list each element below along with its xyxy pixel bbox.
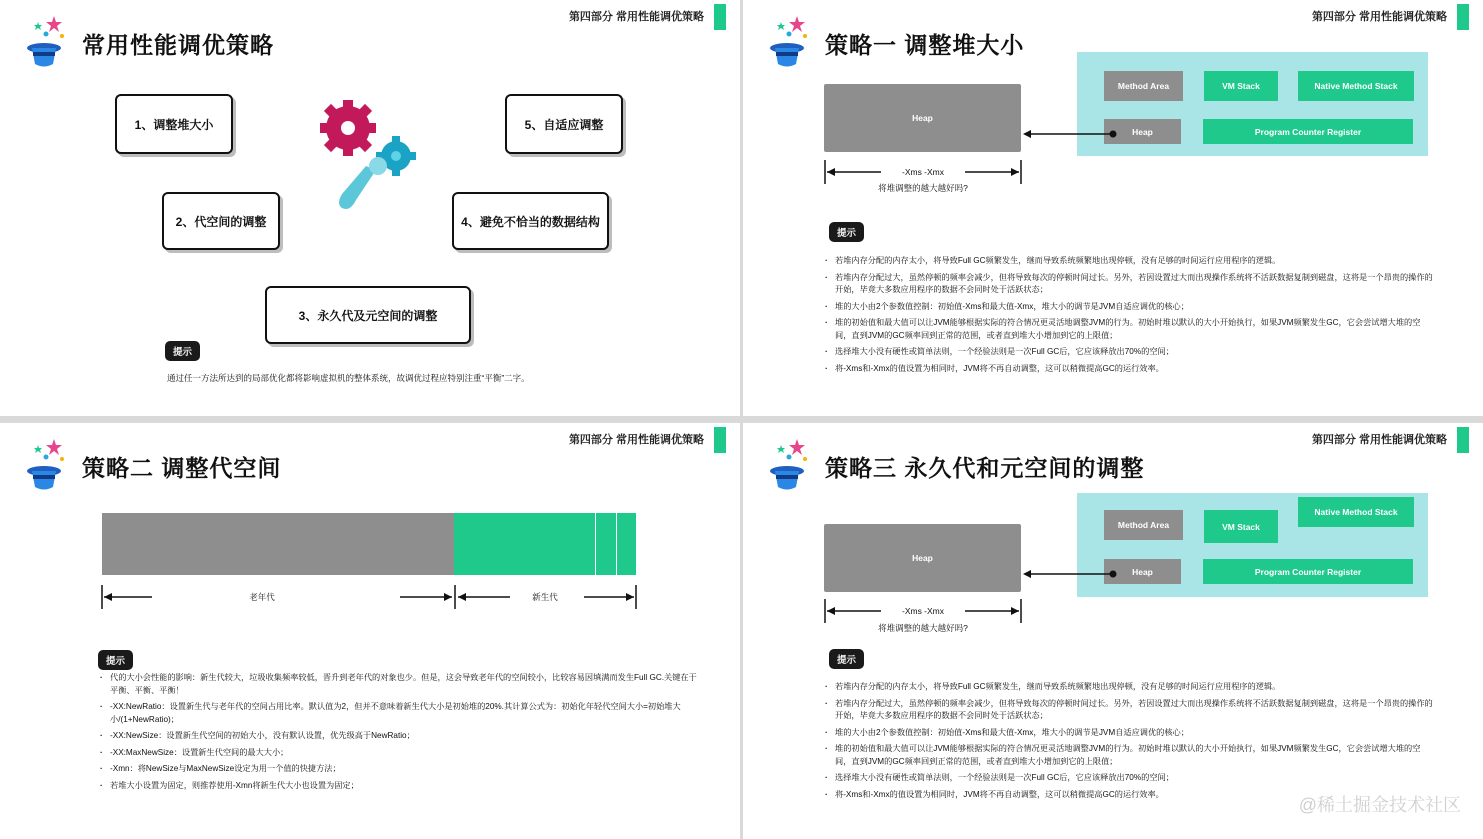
slide-strategy-metaspace xyxy=(743,423,1483,839)
tip-badge: 提示 xyxy=(829,649,864,669)
tip-bullet: · 代的大小会性能的影响：新生代较大，垃圾收集频率较低，晋升到老年代的对象也少。但是，这会导致老年代的空间较小，比较容易因填满而发生Full GC.关键在于平衡、平衡、平衡！ xyxy=(98,672,702,697)
range-label: -Xms -Xmx xyxy=(901,606,945,616)
slide-title: 常用性能调优策略 xyxy=(82,32,274,58)
section-tag: 第四部分 常用性能调优策略 xyxy=(1311,11,1447,23)
section-tag: 第四部分 常用性能调优策略 xyxy=(568,11,704,23)
range-label: -Xms -Xmx xyxy=(901,167,945,177)
vm-stack-box: VM Stack xyxy=(1204,71,1278,101)
tip-bullet: · 若堆内存分配过大，虽然停顿的频率会减少，但将导致每次的停顿时间过长。另外，若因设置过大而出现操作系统将不活跃数据复制到磁盘，这将是一个昂贵的操作的开始，毕竟大多数应用程序的数据不会同时处于活跃状态； xyxy=(823,272,1433,297)
magic-hat-icon xyxy=(24,437,70,493)
magic-hat-icon xyxy=(24,14,70,70)
tip-badge: 提示 xyxy=(98,650,133,670)
strategy-item-1: 1、调整堆大小 xyxy=(115,94,233,154)
tip-bullet: · 若堆内存分配的内存太小，将导致Full GC频繁发生，继而导致系统频繁地出现停顿，没有足够的时间运行应用程序的逻辑。 xyxy=(823,681,1433,694)
tip-bullet: · 堆的初始值和最大值可以让JVM能够根据实际的符合情况更灵活地调整JVM的行为。初始时堆以默认的大小开始执行，如果JVM频繁发生GC，它会尝试增大堆的空间，直到JVM的GC频率回到正常的范围，或者直到堆大小增加到它的上限值； xyxy=(823,743,1433,768)
slide-title: 策略一 调整堆大小 xyxy=(825,32,1025,58)
method-area-box: Method Area xyxy=(1104,71,1183,101)
strategy-item-5: 5、自适应调整 xyxy=(505,94,623,154)
tip-bullets xyxy=(823,255,1433,379)
vm-stack-box: VM Stack xyxy=(1204,510,1278,543)
old-gen-label: 老年代 xyxy=(249,592,275,602)
young-generation-block xyxy=(454,513,636,575)
heap-block: Heap xyxy=(824,84,1021,152)
strategy-item-3: 3、永久代及元空间的调整 xyxy=(265,286,471,344)
tip-bullet: · 堆的初始值和最大值可以让JVM能够根据实际的符合情况更灵活地调整JVM的行为。初始时堆以默认的大小开始执行，如果JVM频繁发生GC，它会尝试增大堆的空间，直到JVM的GC频率回到正常的范围，或者直到堆大小增加到它的上限值； xyxy=(823,317,1433,342)
survivor-divider xyxy=(595,513,596,575)
tip-bullet: · 堆的大小由2个参数值控制：初始值-Xms和最大值-Xmx，堆大小的调节是JVM自适应调优的核心； xyxy=(823,301,1433,314)
pc-register-box: Program Counter Register xyxy=(1203,559,1413,584)
question-label: 将堆调整的越大越好吗? xyxy=(878,623,968,633)
tip-bullets xyxy=(823,681,1433,805)
native-method-stack-box: Native Method Stack xyxy=(1298,497,1414,527)
old-generation-block xyxy=(102,513,454,575)
section-tag: 第四部分 常用性能调优策略 xyxy=(1311,434,1447,446)
accent-bar xyxy=(1457,427,1469,453)
arrow-connector-icon xyxy=(1021,566,1117,582)
tip-bullet: · -Xmn：将NewSize与MaxNewSize设定为用一个值的快捷方法； xyxy=(98,763,702,776)
heap-small-box: Heap xyxy=(1104,119,1181,144)
strategy-item-2: 2、代空间的调整 xyxy=(162,192,280,250)
tip-badge: 提示 xyxy=(829,222,864,242)
slide-strategy-generation xyxy=(0,423,740,839)
pc-register-box: Program Counter Register xyxy=(1203,119,1413,144)
slide-strategy-heap xyxy=(743,0,1483,416)
jvm-memory-panel xyxy=(1077,52,1428,156)
tip-bullet: · 若堆内存分配的内存太小，将导致Full GC频繁发生，继而导致系统频繁地出现停顿，没有足够的时间运行应用程序的逻辑。 xyxy=(823,255,1433,268)
tip-bullet: · 选择堆大小没有硬性或简单法则，一个经验法则是一次Full GC后，它应该释放出70%的空间； xyxy=(823,772,1433,785)
tip-bullet: · -XX:NewRatio：设置新生代与老年代的空间占用比率。默认值为2，但并不意味着新生代大小是初始堆的20%.其计算公式为：初始化年轻代空间大小=初始堆大小/(1+NewRatio)； xyxy=(98,701,702,726)
tip-bullets xyxy=(98,672,702,796)
tip-bullet: · 堆的大小由2个参数值控制：初始值-Xms和最大值-Xmx，堆大小的调节是JVM自适应调优的核心； xyxy=(823,727,1433,740)
native-method-stack-box: Native Method Stack xyxy=(1298,71,1414,101)
method-area-box: Method Area xyxy=(1104,510,1183,540)
heap-small-box: Heap xyxy=(1104,559,1181,584)
tip-bullet: · 将-Xms和-Xmx的值设置为相同时，JVM将不再自动调整，这可以稍微提高GC的运行效率。 xyxy=(823,789,1433,802)
heap-block: Heap xyxy=(824,524,1021,592)
tip-bullet: · 将-Xms和-Xmx的值设置为相同时，JVM将不再自动调整，这可以稍微提高GC的运行效率。 xyxy=(823,363,1433,376)
tip-text: 通过任一方法所达到的局部优化都将影响虚拟机的整体系统，故调优过程应特别注重“平衡”二字。 xyxy=(167,373,530,383)
slide-common-strategies xyxy=(0,0,740,416)
slide-title: 策略二 调整代空间 xyxy=(82,455,282,481)
section-tag: 第四部分 常用性能调优策略 xyxy=(568,434,704,446)
gears-wrench-icon xyxy=(312,94,424,218)
magic-hat-icon xyxy=(767,14,813,70)
tip-bullet: · -XX:MaxNewSize：设置新生代空间的最大大小； xyxy=(98,747,702,760)
tip-bullet: · 若堆内存分配过大，虽然停顿的频率会减少，但将导致每次的停顿时间过长。另外，若因设置过大而出现操作系统将不活跃数据复制到磁盘，这将是一个昂贵的操作的开始，毕竟大多数应用程序的数据不会同时处于活跃状态； xyxy=(823,698,1433,723)
jvm-memory-panel xyxy=(1077,493,1428,597)
watermark: @稀土掘金技术社区 xyxy=(1298,795,1461,815)
strategy-item-4: 4、避免不恰当的数据结构 xyxy=(452,192,609,250)
survivor-divider xyxy=(616,513,617,575)
young-gen-label: 新生代 xyxy=(532,592,558,602)
tip-bullet: · 若堆大小设置为固定，则推荐使用-Xmn将新生代大小也设置为固定； xyxy=(98,780,702,793)
tip-bullet: · 选择堆大小没有硬性或简单法则，一个经验法则是一次Full GC后，它应该释放出70%的空间； xyxy=(823,346,1433,359)
accent-bar xyxy=(1457,4,1469,30)
magic-hat-icon xyxy=(767,437,813,493)
accent-bar xyxy=(714,427,726,453)
tip-bullet: · -XX:NewSize：设置新生代空间的初始大小，没有默认设置，优先级高于NewRatio； xyxy=(98,730,702,743)
question-label: 将堆调整的越大越好吗? xyxy=(878,183,968,193)
accent-bar xyxy=(714,4,726,30)
tip-badge: 提示 xyxy=(165,341,200,361)
slide-title: 策略三 永久代和元空间的调整 xyxy=(825,455,1145,481)
arrow-connector-icon xyxy=(1021,126,1117,142)
